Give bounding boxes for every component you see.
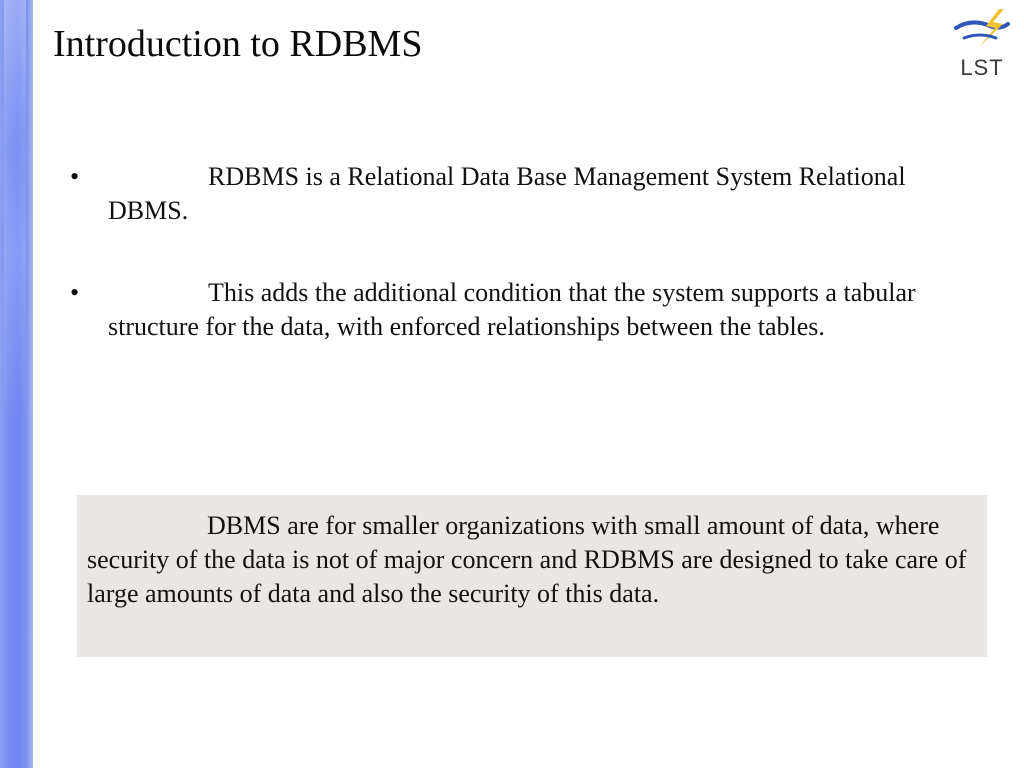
bullet-item bbox=[70, 160, 930, 228]
note-text: DBMS are for smaller organizations with small amount of data, where security of the data is not of major concern and RDBMS are designed to take care of large amounts of data and also the security of this data. bbox=[87, 511, 967, 608]
bullet-list bbox=[70, 160, 930, 344]
bullet-marker: • bbox=[70, 162, 80, 191]
slide-title: Introduction to RDBMS bbox=[53, 23, 423, 65]
bullet-text: This adds the additional condition that the system supports a tabular structure for the data, with enforced relationships between the tables. bbox=[108, 278, 916, 341]
slide-side-bar bbox=[0, 0, 33, 768]
bullet-text: RDBMS is a Relational Data Base Management System Relational DBMS. bbox=[108, 162, 906, 225]
logo-swoosh-blue-lower bbox=[964, 35, 996, 38]
logo-text: LST bbox=[960, 55, 1004, 80]
bullet-marker: • bbox=[70, 278, 80, 307]
lst-logo bbox=[950, 4, 1016, 80]
lst-logo-graphic bbox=[950, 4, 1016, 80]
note-box bbox=[77, 495, 987, 657]
bullet-item bbox=[70, 276, 930, 344]
